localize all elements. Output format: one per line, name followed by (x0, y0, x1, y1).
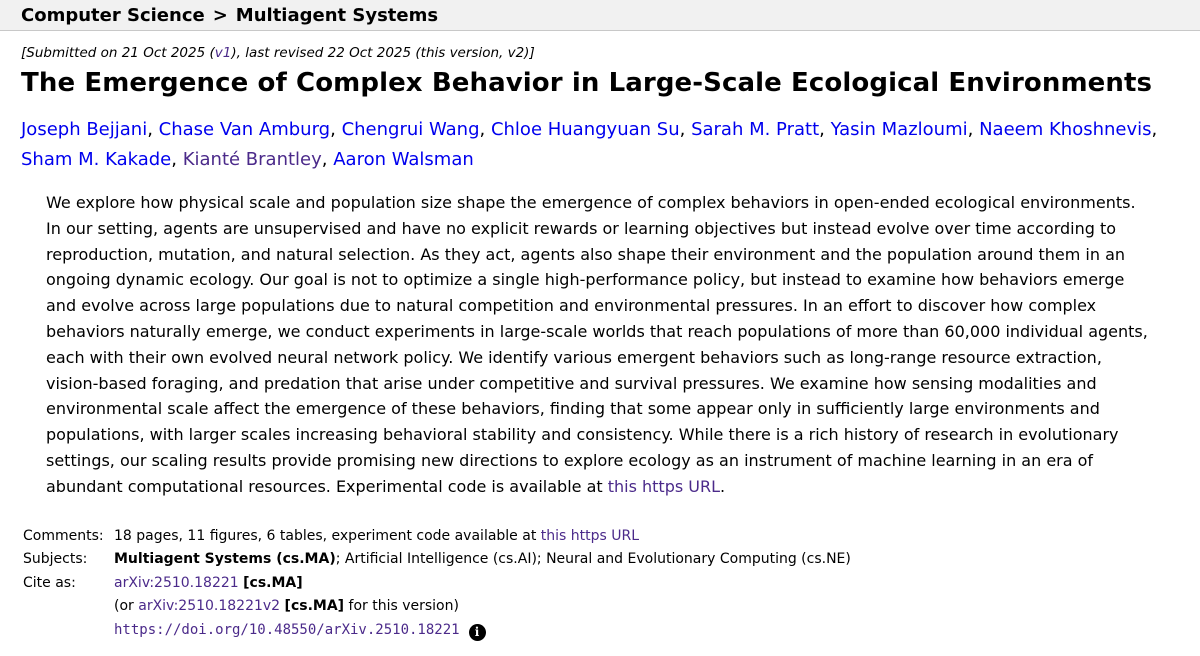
author-link[interactable]: Sarah M. Pratt (691, 119, 820, 140)
cite-label: Cite as: (23, 574, 76, 591)
arxiv-id-link[interactable]: arXiv:2510.18221 (114, 574, 239, 591)
author-link[interactable]: Aaron Walsman (333, 149, 474, 170)
author-link[interactable]: Chengrui Wang (341, 119, 480, 140)
version-v1-link[interactable]: v1 (214, 45, 232, 61)
subjects-row (23, 548, 1200, 572)
author-list: Joseph Bejjani, Chase Van Amburg, Chengrui Wang, Chloe Huangyuan Su, Sarah M. Pratt, Yasin Mazloumi, Naeem Khoshnevis, Sham M. Kakade, Kianté Brantley, Aaron Walsman (21, 119, 1158, 170)
dateline-prefix: [Submitted on 21 Oct 2025 ( (21, 45, 215, 61)
cite-version-suffix: for this version) (344, 598, 459, 615)
breadcrumb-category[interactable]: Computer Science (21, 4, 205, 26)
dateline-suffix: ), last revised 22 Oct 2025 (this version, v2)] (231, 45, 535, 61)
comments-code-link[interactable]: this https URL (540, 527, 640, 544)
comments-text: 18 pages, 11 figures, 6 tables, experiment code available at (114, 527, 541, 544)
abstract-end: . (720, 476, 726, 496)
author-link[interactable]: Sham M. Kakade (21, 149, 172, 170)
comments-label: Comments: (23, 527, 104, 544)
submission-dateline (21, 45, 1200, 61)
breadcrumb-separator: > (212, 4, 228, 26)
subjects-rest: ; Artificial Intelligence (cs.AI); Neural and Evolutionary Computing (cs.NE) (335, 551, 851, 568)
abstract (46, 190, 1150, 500)
abstract-text: We explore how physical scale and population size shape the emergence of complex behaviors in open-ended ecological environments. In our setting, agents are unsupervised and have no explicit rewards or learning objectives but instead evolve over time according to reproduction, mutation, and natural selection. As they act, agents also shape their environment and the population around them in an ongoing dynamic ecology. Our goal is not to optimize a single high-performance policy, but instead to examine how behaviors emerge and evolve across large populations due to natural competition and environmental pressures. In an effort to discover how complex behaviors naturally emerge, we conduct experiments in large-scale worlds that reach populations of more than 60,000 individual agents, each with their own evolved neural network policy. We identify various emergent behaviors such as long-range resource extraction, vision-based foraging, and predation that arise under competitive and survival pressures. We examine how sensing modalities and environmental scale affect the emergence of these behaviors, finding that some appear only in sufficiently large environments and populations, with larger scales increasing behavioral stability and consistency. While there is a rich history of research in evolutionary settings, our scaling results provide promising new directions to explore ecology as an instrument of machine learning in an era of abundant computational resources. Experimental code is available at (46, 193, 1148, 496)
breadcrumb-subcategory[interactable]: Multiagent Systems (235, 4, 439, 26)
cite-row (23, 572, 1200, 596)
doi-row (23, 619, 1200, 643)
cite-version-prefix: (or (114, 598, 139, 615)
abstract-code-link[interactable]: this https URL (607, 476, 721, 496)
cite-category: [cs.MA] (243, 574, 303, 591)
author-link[interactable]: Naeem Khoshnevis (979, 119, 1152, 140)
metadata-table (23, 525, 1200, 643)
author-link[interactable]: Kianté Brantley (182, 149, 322, 170)
subjects-primary: Multiagent Systems (cs.MA) (114, 551, 336, 568)
comments-row (23, 525, 1200, 549)
author-link[interactable]: Joseph Bejjani (21, 119, 148, 140)
info-icon[interactable]: i (469, 624, 486, 641)
cite-version-category: [cs.MA] (284, 598, 345, 615)
author-link[interactable]: Chase Van Amburg (158, 119, 331, 140)
cite-version-row (23, 595, 1200, 619)
paper-title: The Emergence of Complex Behavior in Large-Scale Ecological Environments (21, 68, 1153, 98)
author-link[interactable]: Chloe Huangyuan Su (490, 119, 680, 140)
subjects-label: Subjects: (23, 551, 88, 568)
breadcrumb (0, 0, 1200, 31)
arxiv-version-link[interactable]: arXiv:2510.18221v2 (138, 598, 281, 615)
doi-link[interactable]: https://doi.org/10.48550/arXiv.2510.18221 (114, 621, 460, 638)
author-link[interactable]: Yasin Mazloumi (830, 119, 968, 140)
